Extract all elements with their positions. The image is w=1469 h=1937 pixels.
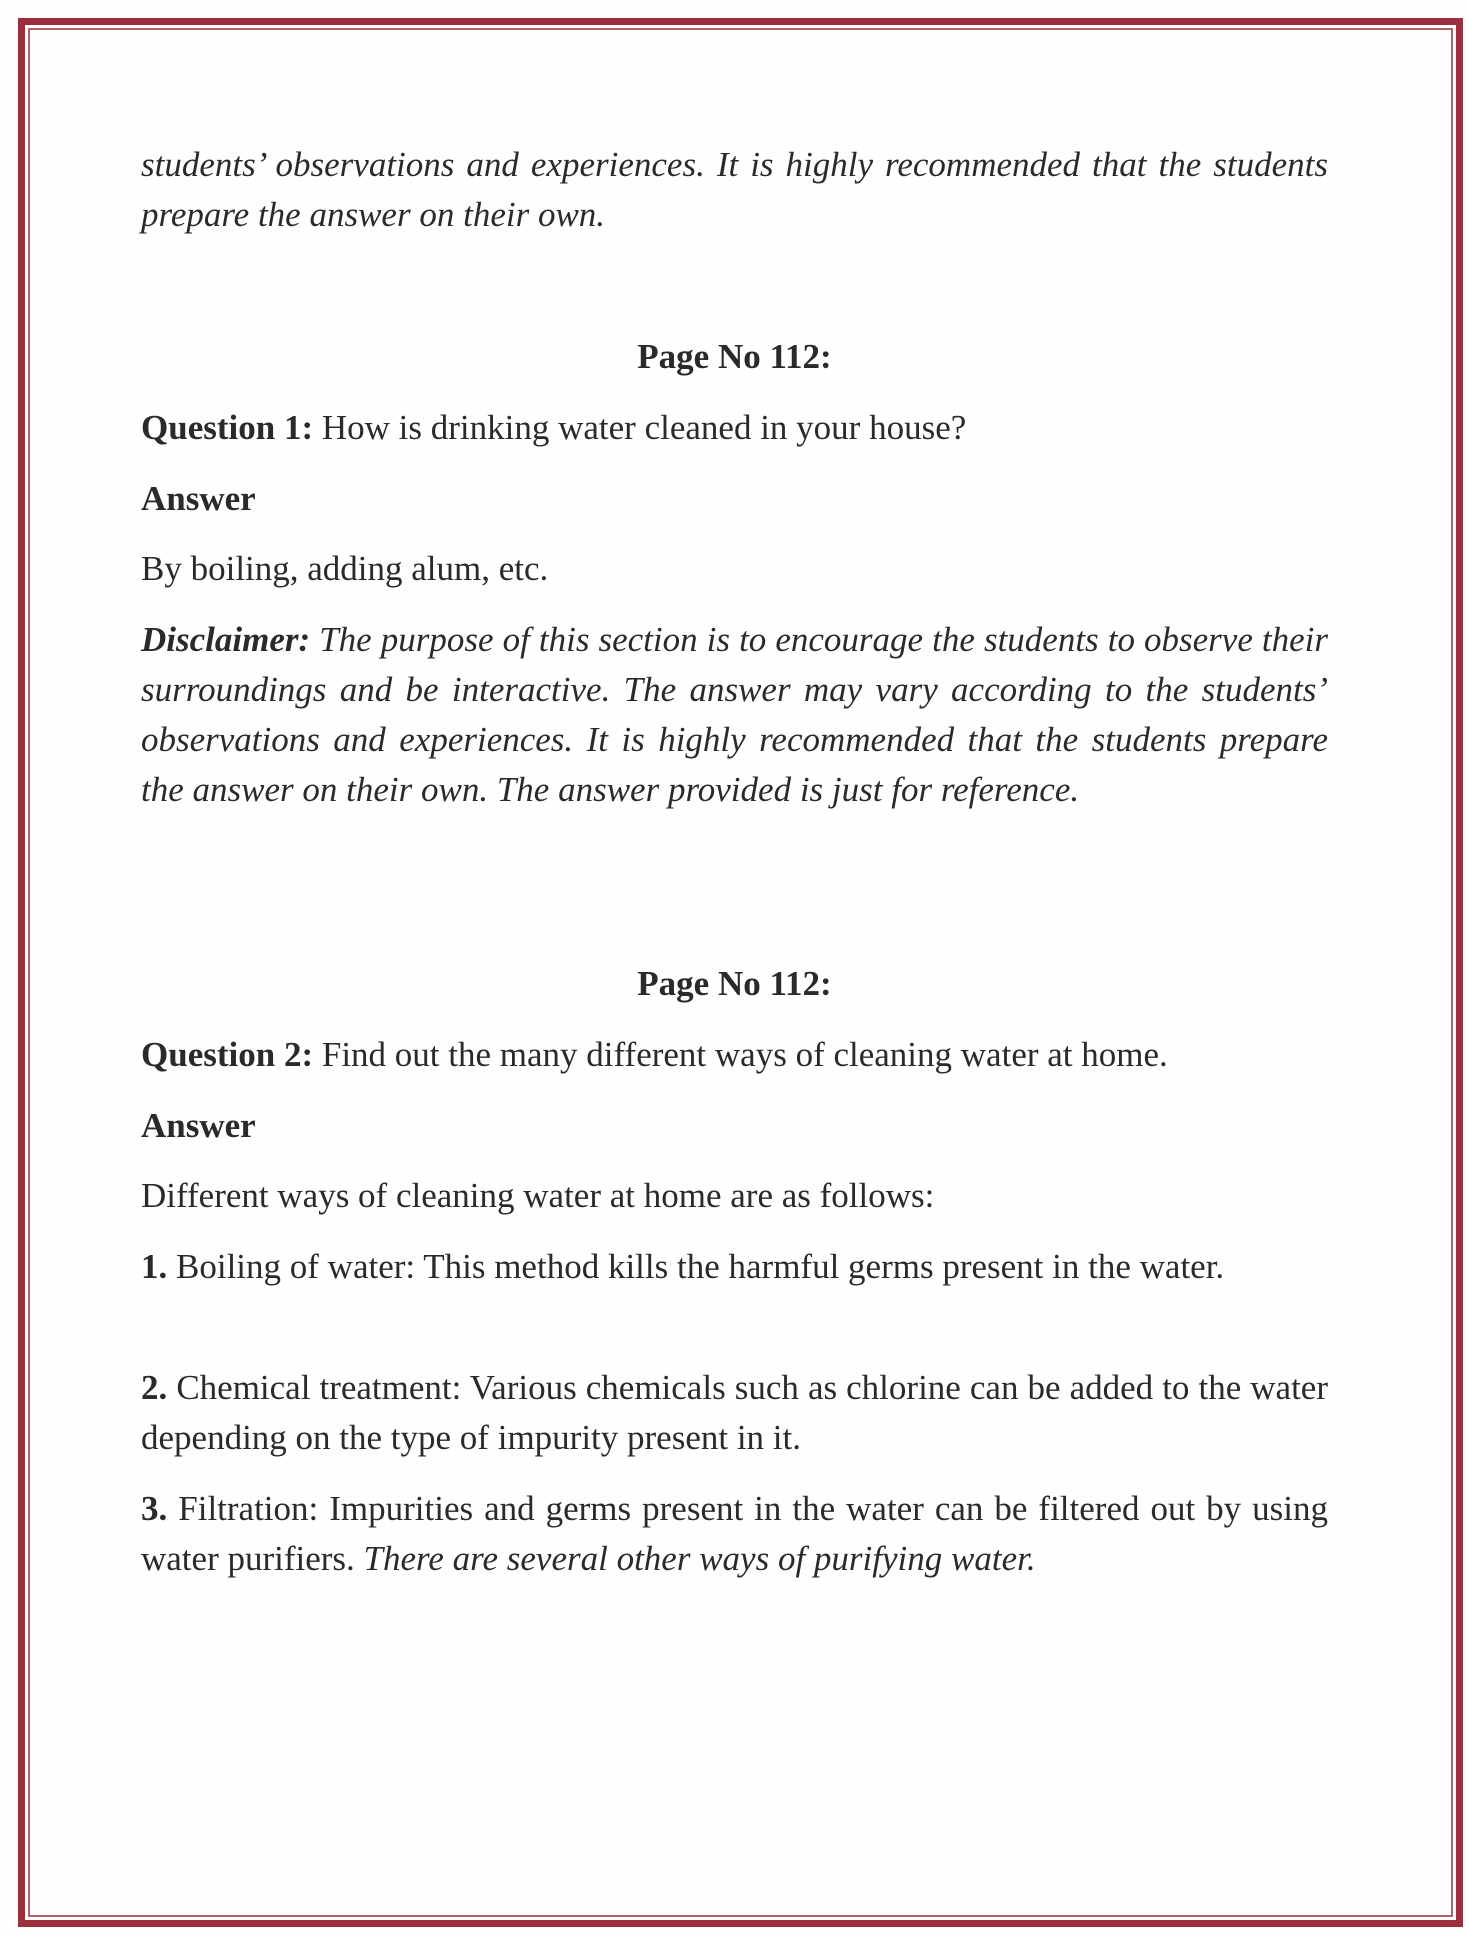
answer-label: Answer [141, 479, 256, 518]
disclaimer-label: Disclaimer: [141, 620, 311, 659]
question-label: Question 1: [141, 408, 314, 447]
disclaimer-text: The purpose of this section is to encourage the students to observe their surroundings and be interactive. The answer may vary according to the students’ observations and experiences. It is highly recommended that the students prepare the answer on their own. The answer provided is just for reference. [141, 620, 1329, 809]
question-text: How is drinking water cleaned in your house? [321, 408, 967, 447]
answer-text: By boiling, adding alum, etc. [141, 549, 549, 588]
item-text: Filtration: Impurities and germs present in the water can be filtered out by using water purifiers. [141, 1489, 1329, 1578]
item-text: Boiling of water: This method kills the harmful germs present in the water. [176, 1247, 1225, 1286]
item-text: Chemical treatment: Various chemicals such as chlorine can be added to the water depending on the type of impurity present in it. [141, 1368, 1328, 1457]
list-item [141, 1484, 1328, 1584]
item-number: 3. [141, 1489, 168, 1528]
page-heading: Page No 112: [637, 337, 832, 376]
item-number: 2. [141, 1368, 168, 1407]
question-label: Question 2: [141, 1035, 314, 1074]
answer-intro: Different ways of cleaning water at home are as follows: [141, 1176, 935, 1215]
list-item [141, 1363, 1328, 1463]
list-item [141, 1242, 1328, 1292]
question-2 [141, 1030, 1328, 1080]
item-note: There are several other ways of purifying water. [363, 1539, 1036, 1578]
answer-label: Answer [141, 1106, 256, 1145]
disclaimer [141, 615, 1328, 815]
question-text: Find out the many different ways of cleaning water at home. [321, 1035, 1168, 1074]
intro-text: students’ observations and experiences. It is highly recommended that the students prepare the answer on their own. [141, 145, 1328, 234]
question-1 [141, 403, 1328, 453]
item-number: 1. [141, 1247, 168, 1286]
page-heading: Page No 112: [637, 964, 832, 1003]
